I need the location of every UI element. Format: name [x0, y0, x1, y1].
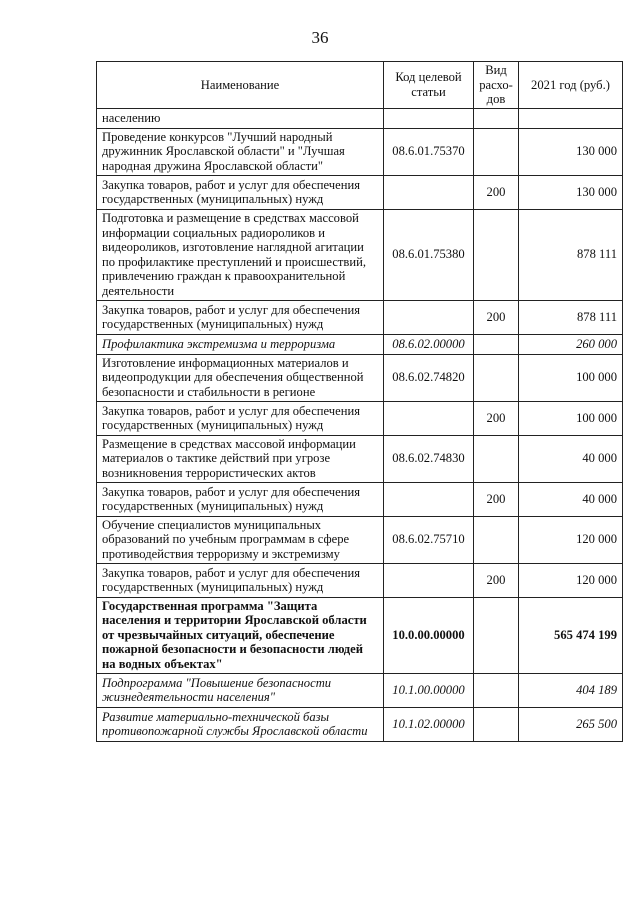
table-row — [97, 209, 623, 300]
header-name: Наименование — [97, 62, 384, 109]
cell-name: Подпрограмма "Повышение безопасности жизнедеятельности населения" — [97, 673, 384, 707]
table-row — [97, 108, 623, 128]
cell-code: 08.6.02.74820 — [384, 354, 474, 401]
cell-amount: 260 000 — [519, 334, 623, 354]
table-row — [97, 175, 623, 209]
cell-kind — [474, 516, 519, 563]
cell-name: Закупка товаров, работ и услуг для обеспечения государственных (муниципальных) нужд — [97, 563, 384, 597]
cell-kind — [474, 128, 519, 175]
table-row — [97, 482, 623, 516]
cell-kind: 200 — [474, 482, 519, 516]
table-row — [97, 435, 623, 482]
cell-code: 08.6.02.74830 — [384, 435, 474, 482]
header-code: Код целевой статьи — [384, 62, 474, 109]
cell-name: Закупка товаров, работ и услуг для обеспечения государственных (муниципальных) нужд — [97, 401, 384, 435]
budget-table — [96, 61, 623, 742]
cell-amount: 878 111 — [519, 209, 623, 300]
cell-amount: 120 000 — [519, 563, 623, 597]
cell-kind — [474, 108, 519, 128]
cell-code: 10.1.02.00000 — [384, 707, 474, 741]
cell-name: Закупка товаров, работ и услуг для обеспечения государственных (муниципальных) нужд — [97, 482, 384, 516]
table-body — [97, 108, 623, 741]
cell-amount: 40 000 — [519, 482, 623, 516]
cell-name: Закупка товаров, работ и услуг для обеспечения государственных (муниципальных) нужд — [97, 175, 384, 209]
cell-code: 10.0.00.00000 — [384, 597, 474, 673]
cell-name: населению — [97, 108, 384, 128]
cell-name: Обучение специалистов муниципальных образований по учебным программам в сфере противодействия терроризму и экстремизму — [97, 516, 384, 563]
cell-code — [384, 401, 474, 435]
cell-kind — [474, 435, 519, 482]
cell-amount — [519, 108, 623, 128]
header-kind: Вид расхо-дов — [474, 62, 519, 109]
cell-amount: 40 000 — [519, 435, 623, 482]
table-row — [97, 354, 623, 401]
cell-kind: 200 — [474, 563, 519, 597]
cell-amount: 130 000 — [519, 175, 623, 209]
cell-kind — [474, 209, 519, 300]
cell-name: Подготовка и размещение в средствах массовой информации социальных радиороликов и видеороликов, изготовление наглядной агитации по профилактике преступлений и происшествий, привлечению граждан к правоохранительной деятельности — [97, 209, 384, 300]
cell-amount: 130 000 — [519, 128, 623, 175]
cell-code — [384, 175, 474, 209]
table-row — [97, 597, 623, 673]
cell-kind — [474, 597, 519, 673]
table-row — [97, 707, 623, 741]
cell-kind — [474, 707, 519, 741]
cell-amount: 100 000 — [519, 401, 623, 435]
table-row — [97, 334, 623, 354]
table-row — [97, 673, 623, 707]
cell-code — [384, 563, 474, 597]
cell-code — [384, 108, 474, 128]
table-row — [97, 300, 623, 334]
cell-amount: 100 000 — [519, 354, 623, 401]
cell-code — [384, 482, 474, 516]
cell-name: Размещение в средствах массовой информации материалов о тактике действий при угрозе возникновения террористических актов — [97, 435, 384, 482]
cell-code: 10.1.00.00000 — [384, 673, 474, 707]
cell-kind: 200 — [474, 300, 519, 334]
cell-code: 08.6.01.75370 — [384, 128, 474, 175]
cell-kind — [474, 673, 519, 707]
cell-name: Изготовление информационных материалов и видеопродукции для обеспечения общественной безопасности и стабильности в регионе — [97, 354, 384, 401]
cell-kind — [474, 354, 519, 401]
cell-amount: 120 000 — [519, 516, 623, 563]
header-amount: 2021 год (руб.) — [519, 62, 623, 109]
cell-name: Профилактика экстремизма и терроризма — [97, 334, 384, 354]
table-row — [97, 516, 623, 563]
cell-code — [384, 300, 474, 334]
cell-amount: 265 500 — [519, 707, 623, 741]
cell-kind: 200 — [474, 175, 519, 209]
cell-name: Проведение конкурсов "Лучший народный дружинник Ярославской области" и "Лучшая народная дружина Ярославской области" — [97, 128, 384, 175]
page-number: 36 — [311, 28, 329, 47]
cell-amount: 565 474 199 — [519, 597, 623, 673]
table-row — [97, 128, 623, 175]
cell-amount: 404 189 — [519, 673, 623, 707]
cell-kind: 200 — [474, 401, 519, 435]
table-row — [97, 563, 623, 597]
cell-name: Закупка товаров, работ и услуг для обеспечения государственных (муниципальных) нужд — [97, 300, 384, 334]
cell-code: 08.6.01.75380 — [384, 209, 474, 300]
table-row — [97, 401, 623, 435]
cell-name: Развитие материально-технической базы противопожарной службы Ярославской области — [97, 707, 384, 741]
cell-kind — [474, 334, 519, 354]
table-header-row — [97, 62, 623, 109]
cell-code: 08.6.02.75710 — [384, 516, 474, 563]
cell-code: 08.6.02.00000 — [384, 334, 474, 354]
cell-name: Государственная программа "Защита населения и территории Ярославской области от чрезвычайных ситуаций, обеспечение пожарной безопасности и безопасности людей на водных объектах" — [97, 597, 384, 673]
cell-amount: 878 111 — [519, 300, 623, 334]
